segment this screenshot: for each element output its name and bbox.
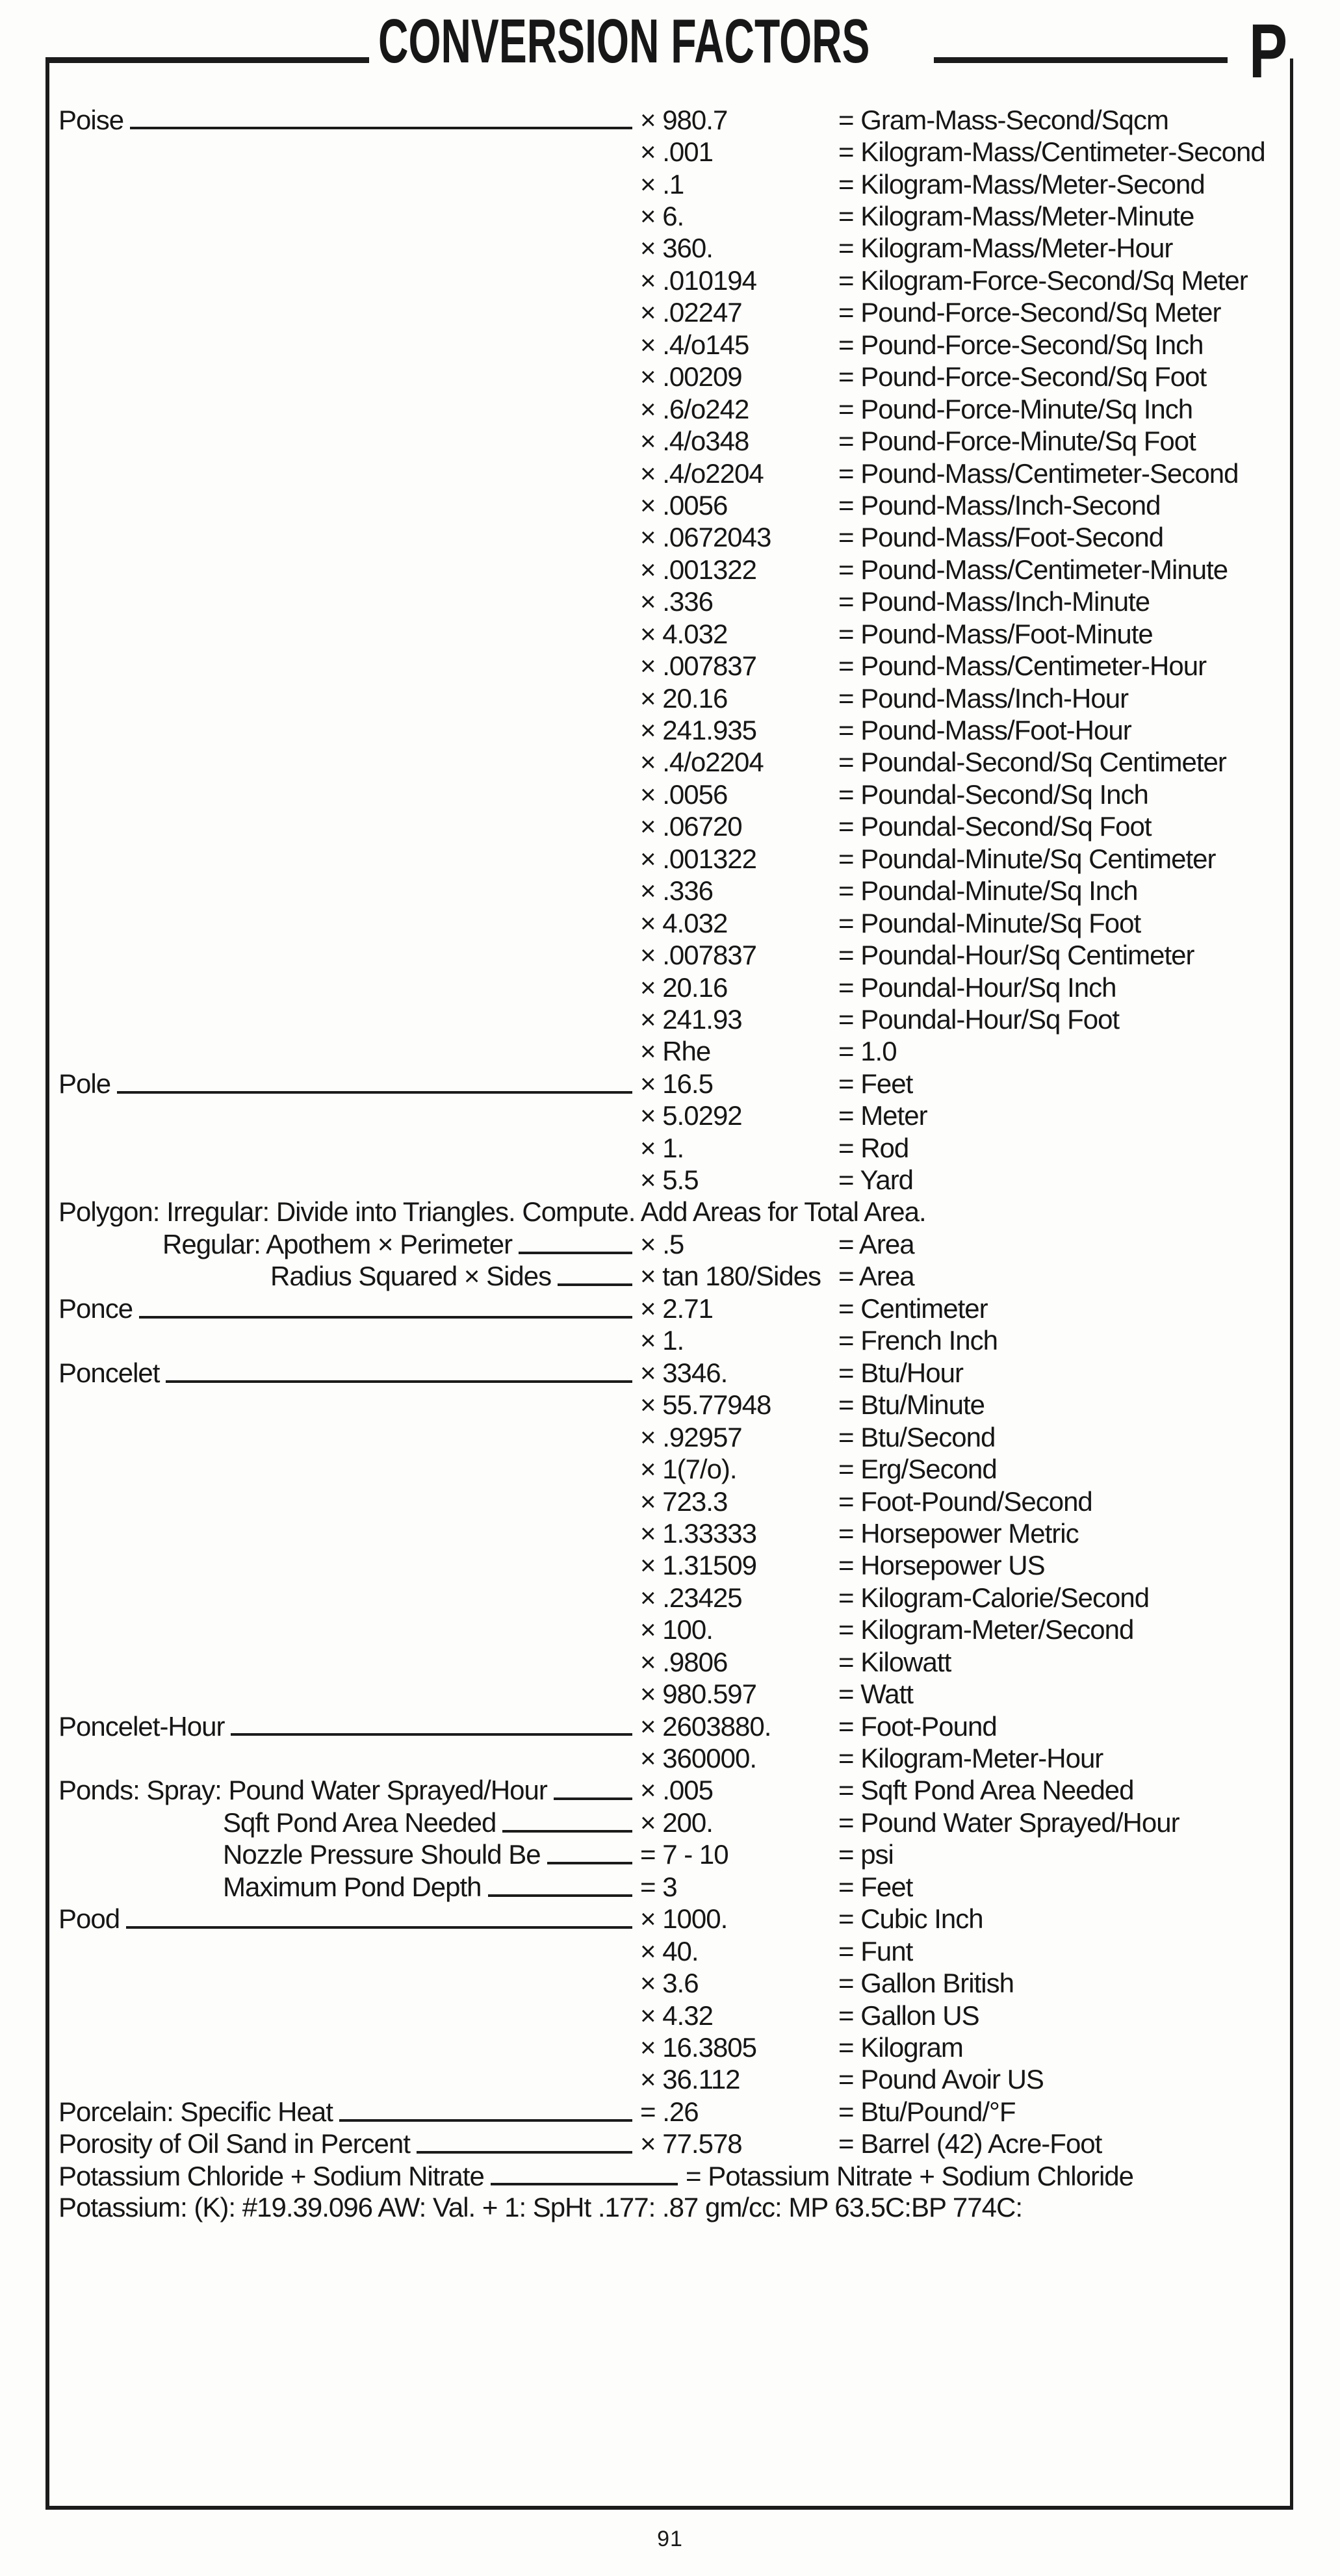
conversion-row xyxy=(0,1486,1340,1517)
row-factor: × .4/o145 xyxy=(640,329,749,360)
row-factor: × 20.16 xyxy=(640,972,728,1003)
row-result: = Poundal-Hour/Sq Inch xyxy=(838,972,1116,1003)
conversion-row xyxy=(0,2031,1340,2063)
fill-line xyxy=(488,1894,632,1897)
fill-line xyxy=(65,577,632,580)
row-result: = Rod xyxy=(838,1132,909,1163)
row-factor: = 7 - 10 xyxy=(640,1839,728,1870)
fill-line xyxy=(65,1187,632,1190)
row-result: = Gallon British xyxy=(838,1968,1014,1999)
row-factor: × 360000. xyxy=(640,1743,757,1774)
row-factor: × 36.112 xyxy=(640,2064,740,2095)
row-result: = Feet xyxy=(838,1068,913,1099)
row-factor: × 20.16 xyxy=(640,682,728,714)
row-result: = Poundal-Second/Sq Inch xyxy=(838,779,1148,810)
row-result: = Pound-Mass/Foot-Hour xyxy=(838,715,1131,746)
row-result: = Kilogram-Mass/Meter-Second xyxy=(838,168,1205,200)
conversion-row xyxy=(0,1967,1340,1999)
conversion-row xyxy=(0,939,1340,971)
row-result: = Barrel (42) Acre-Foot xyxy=(838,2128,1102,2159)
fill-line xyxy=(65,705,632,708)
row-factor: × .00209 xyxy=(640,361,742,393)
row-result: = Pound-Force-Minute/Sq Foot xyxy=(838,426,1196,457)
row-factor: × .9806 xyxy=(640,1646,728,1677)
row-factor: × .010194 xyxy=(640,264,757,296)
row-factor: × Rhe xyxy=(640,1036,711,1067)
fill-line xyxy=(65,1155,632,1157)
conversion-row xyxy=(0,1710,1340,1742)
fill-line xyxy=(65,384,632,387)
fill-line xyxy=(65,1059,632,1061)
fill-line xyxy=(65,738,632,740)
fill-line xyxy=(65,641,632,643)
fill-line xyxy=(166,1380,632,1383)
conversion-row xyxy=(0,1646,1340,1678)
row-label: Ponds: Spray: Pound Water Sprayed/Hour xyxy=(58,1775,547,1806)
row-factor: × .06720 xyxy=(640,811,742,842)
fill-line xyxy=(65,1412,632,1415)
fill-line xyxy=(126,1926,632,1929)
fill-line xyxy=(65,994,632,997)
fill-line xyxy=(65,834,632,836)
conversion-row xyxy=(0,104,1340,136)
conversion-row xyxy=(0,875,1340,907)
row-factor: × 5.0292 xyxy=(640,1100,742,1131)
row-result: = Poundal-Minute/Sq Foot xyxy=(838,907,1141,938)
row-factor: × 1. xyxy=(640,1325,684,1356)
fill-line xyxy=(65,480,632,483)
row-factor: × .001322 xyxy=(640,554,757,585)
row-result: = Btu/Hour xyxy=(838,1357,963,1388)
fill-line xyxy=(65,1508,632,1511)
conversion-row xyxy=(0,618,1340,650)
row-result: = Poundal-Second/Sq Centimeter xyxy=(838,747,1226,778)
conversion-row xyxy=(0,264,1340,296)
row-factor: × 77.578 xyxy=(640,2128,742,2159)
row-result: = Meter xyxy=(838,1100,927,1131)
conversion-row xyxy=(0,168,1340,200)
conversion-row xyxy=(0,586,1340,618)
fill-line xyxy=(417,2151,632,2154)
row-factor: × 723.3 xyxy=(640,1486,728,1517)
row-factor: × 1.33333 xyxy=(640,1517,757,1549)
row-factor: × .4/o348 xyxy=(640,426,749,457)
row-factor: × .5 xyxy=(640,1229,684,1260)
conversion-row xyxy=(0,1100,1340,1132)
conversion-row xyxy=(0,1935,1340,1967)
conversion-row xyxy=(0,1614,1340,1646)
row-label: Porcelain: Specific Heat xyxy=(58,2096,333,2127)
row-result: = Poundal-Hour/Sq Centimeter xyxy=(838,940,1194,971)
fill-line xyxy=(65,898,632,901)
conversion-row xyxy=(0,1357,1340,1389)
row-factor: × 5.5 xyxy=(640,1165,699,1196)
fill-line xyxy=(65,1348,632,1350)
row-label: Poncelet xyxy=(58,1357,160,1388)
row-result: = Horsepower Metric xyxy=(838,1517,1079,1549)
fill-line xyxy=(65,191,632,194)
row-result: = Pound-Mass/Centimeter-Second xyxy=(838,457,1239,489)
row-factor: × .007837 xyxy=(640,650,757,682)
row-factor: × 3.6 xyxy=(640,1968,699,1999)
fill-line xyxy=(65,1573,632,1575)
conversion-row xyxy=(0,297,1340,329)
row-result: = Yard xyxy=(838,1165,914,1196)
fill-line xyxy=(65,802,632,805)
row-factor: × .0056 xyxy=(640,489,728,521)
row-result: = Area xyxy=(838,1261,914,1292)
conversion-row xyxy=(0,200,1340,232)
conversion-row xyxy=(0,1678,1340,1710)
row-factor: × 2603880. xyxy=(640,1710,771,1742)
row-result: = Kilogram-Calorie/Second xyxy=(838,1582,1150,1613)
row-factor: × 241.935 xyxy=(640,715,757,746)
conversion-row xyxy=(0,329,1340,361)
row-result: = Btu/Pound/°F xyxy=(838,2096,1016,2127)
fill-line xyxy=(65,545,632,547)
row-factor: × .336 xyxy=(640,875,713,907)
section-letter: P xyxy=(1249,8,1288,94)
row-result: = Kilogram-Mass/Meter-Hour xyxy=(838,233,1173,264)
fill-line xyxy=(65,1476,632,1479)
conversion-row xyxy=(0,682,1340,714)
conversion-row xyxy=(0,1839,1340,1871)
row-result: = Btu/Minute xyxy=(838,1389,985,1421)
row-factor: × .4/o2204 xyxy=(640,747,764,778)
conversion-row xyxy=(0,1453,1340,1485)
row-factor: × 4.032 xyxy=(640,618,728,649)
fill-line xyxy=(65,224,632,226)
fill-line xyxy=(65,513,632,515)
row-label: Poncelet-Hour xyxy=(58,1710,225,1742)
row-factor: × 200. xyxy=(640,1807,713,1838)
row-result: = Watt xyxy=(838,1679,913,1710)
row-factor: × 1.31509 xyxy=(640,1550,757,1581)
row-result: = Pound-Mass/Foot-Second xyxy=(838,522,1164,553)
page-title: CONVERSION FACTORS xyxy=(378,6,870,76)
fill-line xyxy=(65,288,632,290)
row-factor: × .23425 xyxy=(640,1582,742,1613)
conversion-row xyxy=(0,522,1340,554)
row-result: = Pound-Mass/Inch-Second xyxy=(838,489,1161,521)
fill-line xyxy=(65,2087,632,2089)
row-result: = Foot-Pound xyxy=(838,1710,997,1742)
fill-line xyxy=(117,1091,632,1094)
row-factor: = 3 xyxy=(640,1871,677,1902)
row-result: = Foot-Pound/Second xyxy=(838,1486,1092,1517)
row-label: Pole xyxy=(58,1068,111,1099)
conversion-row xyxy=(0,393,1340,425)
row-factor: × .92957 xyxy=(640,1421,742,1452)
row-result: = Pound-Force-Minute/Sq Inch xyxy=(838,393,1193,424)
row-label: Ponce xyxy=(58,1293,133,1324)
row-result: = Kilogram-Force-Second/Sq Meter xyxy=(838,264,1248,296)
row-label: Regular: Apothem × Perimeter xyxy=(162,1229,513,1260)
row-result: = Poundal-Minute/Sq Inch xyxy=(838,875,1138,907)
fill-line xyxy=(231,1733,632,1736)
row-result: = Centimeter xyxy=(838,1293,988,1324)
row-factor: × 16.3805 xyxy=(640,2031,757,2063)
row-result: = Kilogram-Mass/Centimeter-Second xyxy=(838,136,1265,168)
fill-line xyxy=(491,2183,678,2185)
row-factor: = .26 xyxy=(640,2096,699,2127)
row-label: Pood xyxy=(58,1903,120,1935)
fill-line xyxy=(65,2055,632,2057)
conversion-row xyxy=(0,136,1340,168)
row-result: = French Inch xyxy=(838,1325,998,1356)
row-factor: × 55.77948 xyxy=(640,1389,771,1421)
row-result: = Pound-Mass/Inch-Hour xyxy=(838,682,1129,714)
conversion-row xyxy=(0,2128,1340,2160)
row-factor: × .02247 xyxy=(640,297,742,328)
row-result: = Cubic Inch xyxy=(838,1903,983,1935)
conversion-row xyxy=(0,554,1340,586)
fill-line xyxy=(65,866,632,869)
conversion-row xyxy=(0,1550,1340,1582)
conversion-row xyxy=(0,1582,1340,1614)
row-result: = Feet xyxy=(838,1871,913,1902)
conversion-row xyxy=(0,233,1340,264)
row-result: = Pound-Mass/Centimeter-Minute xyxy=(838,554,1228,585)
row-factor: × 6. xyxy=(640,201,684,232)
row-factor: × .001322 xyxy=(640,843,757,874)
row-factor: × .001 xyxy=(640,136,713,168)
row-factor: × 980.597 xyxy=(640,1679,757,1710)
fill-line xyxy=(519,1252,632,1254)
conversion-row xyxy=(0,714,1340,746)
conversion-row xyxy=(0,1389,1340,1421)
conversion-row xyxy=(0,1742,1340,1774)
row-factor: × 3346. xyxy=(640,1357,728,1388)
fill-line xyxy=(65,2022,632,2025)
fill-line xyxy=(558,1283,632,1286)
row-result: = Kilogram xyxy=(838,2031,963,2063)
row-result: = 1.0 xyxy=(838,1036,897,1067)
row-factor: × 4.32 xyxy=(640,2000,713,2031)
conversion-row xyxy=(0,2064,1340,2096)
row-factor: × 1. xyxy=(640,1132,684,1163)
fill-line xyxy=(65,1541,632,1543)
row-label: Radius Squared × Sides xyxy=(270,1261,552,1292)
conversion-row xyxy=(0,747,1340,779)
row-factor: × .6/o242 xyxy=(640,393,749,424)
row-factor: × tan 180/Sides xyxy=(640,1261,821,1292)
row-result: = Pound Avoir US xyxy=(838,2064,1044,2095)
row-result: = Poundal-Minute/Sq Centimeter xyxy=(838,843,1216,874)
fill-line xyxy=(65,962,632,965)
fill-line xyxy=(547,1862,632,1864)
row-text: Potassium: (K): #19.39.096 AW: Val. + 1: SpHt .177: .87 gm/cc: MP 63.5C:BP 774C: xyxy=(58,2192,1022,2223)
conversion-row xyxy=(0,1903,1340,1935)
conversion-row xyxy=(0,489,1340,521)
conversion-row xyxy=(0,1228,1340,1260)
fill-line xyxy=(65,159,632,162)
row-factor: × .4/o2204 xyxy=(640,457,764,489)
fill-line xyxy=(554,1797,632,1800)
conversion-row xyxy=(0,1132,1340,1164)
conversion-row xyxy=(0,1807,1340,1838)
row-result: = Poundal-Second/Sq Foot xyxy=(838,811,1152,842)
row-factor: × 40. xyxy=(640,1935,699,1966)
row-label: Porosity of Oil Sand in Percent xyxy=(58,2128,410,2159)
conversion-row xyxy=(0,2192,1340,2224)
row-factor: × 1(7/o). xyxy=(640,1454,737,1485)
row-factor: × .1 xyxy=(640,168,684,200)
row-result: = Kilogram-Meter/Second xyxy=(838,1614,1134,1645)
row-result: = Gallon US xyxy=(838,2000,979,2031)
row-result: = Pound-Force-Second/Sq Meter xyxy=(838,297,1221,328)
conversion-row xyxy=(0,1421,1340,1453)
fill-line xyxy=(65,1990,632,1993)
fill-line xyxy=(65,448,632,451)
fill-line xyxy=(65,1605,632,1608)
row-label: Poise xyxy=(58,104,124,135)
row-factor: × 16.5 xyxy=(640,1068,713,1099)
conversion-row xyxy=(0,1196,1340,1228)
conversion-row xyxy=(0,2160,1340,2192)
row-result: = psi xyxy=(838,1839,894,1870)
row-factor: × 980.7 xyxy=(640,104,728,135)
fill-line xyxy=(65,320,632,322)
fill-line xyxy=(65,1027,632,1029)
row-factor: × 4.032 xyxy=(640,907,728,938)
row-factor: × 1000. xyxy=(640,1903,728,1935)
row-label: Maximum Pond Depth xyxy=(223,1871,482,1902)
row-result: = Kilogram-Mass/Meter-Minute xyxy=(838,201,1194,232)
row-result: = Kilowatt xyxy=(838,1646,951,1677)
fill-line xyxy=(65,416,632,419)
conversion-row xyxy=(0,2096,1340,2128)
conversion-row xyxy=(0,1293,1340,1324)
fill-line xyxy=(502,1830,632,1833)
row-result: = Funt xyxy=(838,1935,913,1966)
conversion-row xyxy=(0,972,1340,1003)
row-factor: × 241.93 xyxy=(640,1003,742,1035)
fill-line xyxy=(130,127,632,129)
fill-line xyxy=(65,1669,632,1671)
row-result: = Gram-Mass-Second/Sqcm xyxy=(838,104,1168,135)
fill-line xyxy=(65,1701,632,1704)
row-result: = Sqft Pond Area Needed xyxy=(838,1775,1134,1806)
conversion-row xyxy=(0,457,1340,489)
fill-line xyxy=(65,769,632,772)
row-result: = Pound-Mass/Inch-Minute xyxy=(838,586,1150,617)
row-label: Sqft Pond Area Needed xyxy=(223,1807,496,1838)
row-text: Polygon: Irregular: Divide into Triangles. Compute. Add Areas for Total Area. xyxy=(58,1196,926,1227)
conversion-row xyxy=(0,1164,1340,1196)
row-factor: × .0672043 xyxy=(640,522,771,553)
conversion-row xyxy=(0,779,1340,810)
row-factor: × 100. xyxy=(640,1614,713,1645)
conversion-row xyxy=(0,1871,1340,1903)
fill-line xyxy=(65,609,632,612)
fill-line xyxy=(65,673,632,676)
fill-line xyxy=(339,2119,632,2122)
fill-line xyxy=(65,930,632,933)
row-factor: × .005 xyxy=(640,1775,713,1806)
fill-line xyxy=(65,1766,632,1768)
fill-line xyxy=(139,1316,632,1319)
fill-line xyxy=(65,352,632,355)
fill-line xyxy=(65,1123,632,1126)
fill-line xyxy=(65,1958,632,1961)
fill-line xyxy=(65,255,632,258)
conversion-row xyxy=(0,1775,1340,1807)
row-factor: × 360. xyxy=(640,233,713,264)
conversion-table xyxy=(0,104,1340,2224)
conversion-row xyxy=(0,907,1340,939)
conversion-row xyxy=(0,1003,1340,1035)
conversion-row xyxy=(0,650,1340,682)
row-result: = Poundal-Hour/Sq Foot xyxy=(838,1003,1120,1035)
fill-line xyxy=(65,1637,632,1640)
row-result: = Pound Water Sprayed/Hour xyxy=(838,1807,1179,1838)
conversion-row xyxy=(0,1068,1340,1100)
conversion-row xyxy=(0,425,1340,457)
conversion-row xyxy=(0,1325,1340,1357)
row-result: = Btu/Second xyxy=(838,1421,996,1452)
row-label: Potassium Chloride + Sodium Nitrate xyxy=(58,2160,484,2191)
row-label: Nozzle Pressure Should Be xyxy=(223,1839,541,1870)
conversion-row xyxy=(0,2000,1340,2031)
row-result: = Pound-Force-Second/Sq Foot xyxy=(838,361,1207,393)
conversion-row xyxy=(0,843,1340,875)
row-result: = Kilogram-Meter-Hour xyxy=(838,1743,1103,1774)
row-result: = Horsepower US xyxy=(838,1550,1045,1581)
row-result: = Pound-Mass/Foot-Minute xyxy=(838,618,1153,649)
row-factor: × .0056 xyxy=(640,779,728,810)
conversion-row xyxy=(0,361,1340,393)
fill-line xyxy=(65,1444,632,1447)
page-number: 91 xyxy=(657,2527,683,2551)
row-result: = Erg/Second xyxy=(838,1454,997,1485)
row-result: = Pound-Mass/Centimeter-Hour xyxy=(838,650,1207,682)
row-factor: × .336 xyxy=(640,586,713,617)
row-factor: × 2.71 xyxy=(640,1293,713,1324)
row-factor: × .007837 xyxy=(640,940,757,971)
conversion-row xyxy=(0,811,1340,843)
conversion-row xyxy=(0,1517,1340,1549)
conversion-row xyxy=(0,1261,1340,1293)
row-result: = Pound-Force-Second/Sq Inch xyxy=(838,329,1204,360)
row-result: = Area xyxy=(838,1229,914,1260)
row-result: = Potassium Nitrate + Sodium Chloride xyxy=(686,2160,1133,2191)
conversion-row xyxy=(0,1036,1340,1068)
